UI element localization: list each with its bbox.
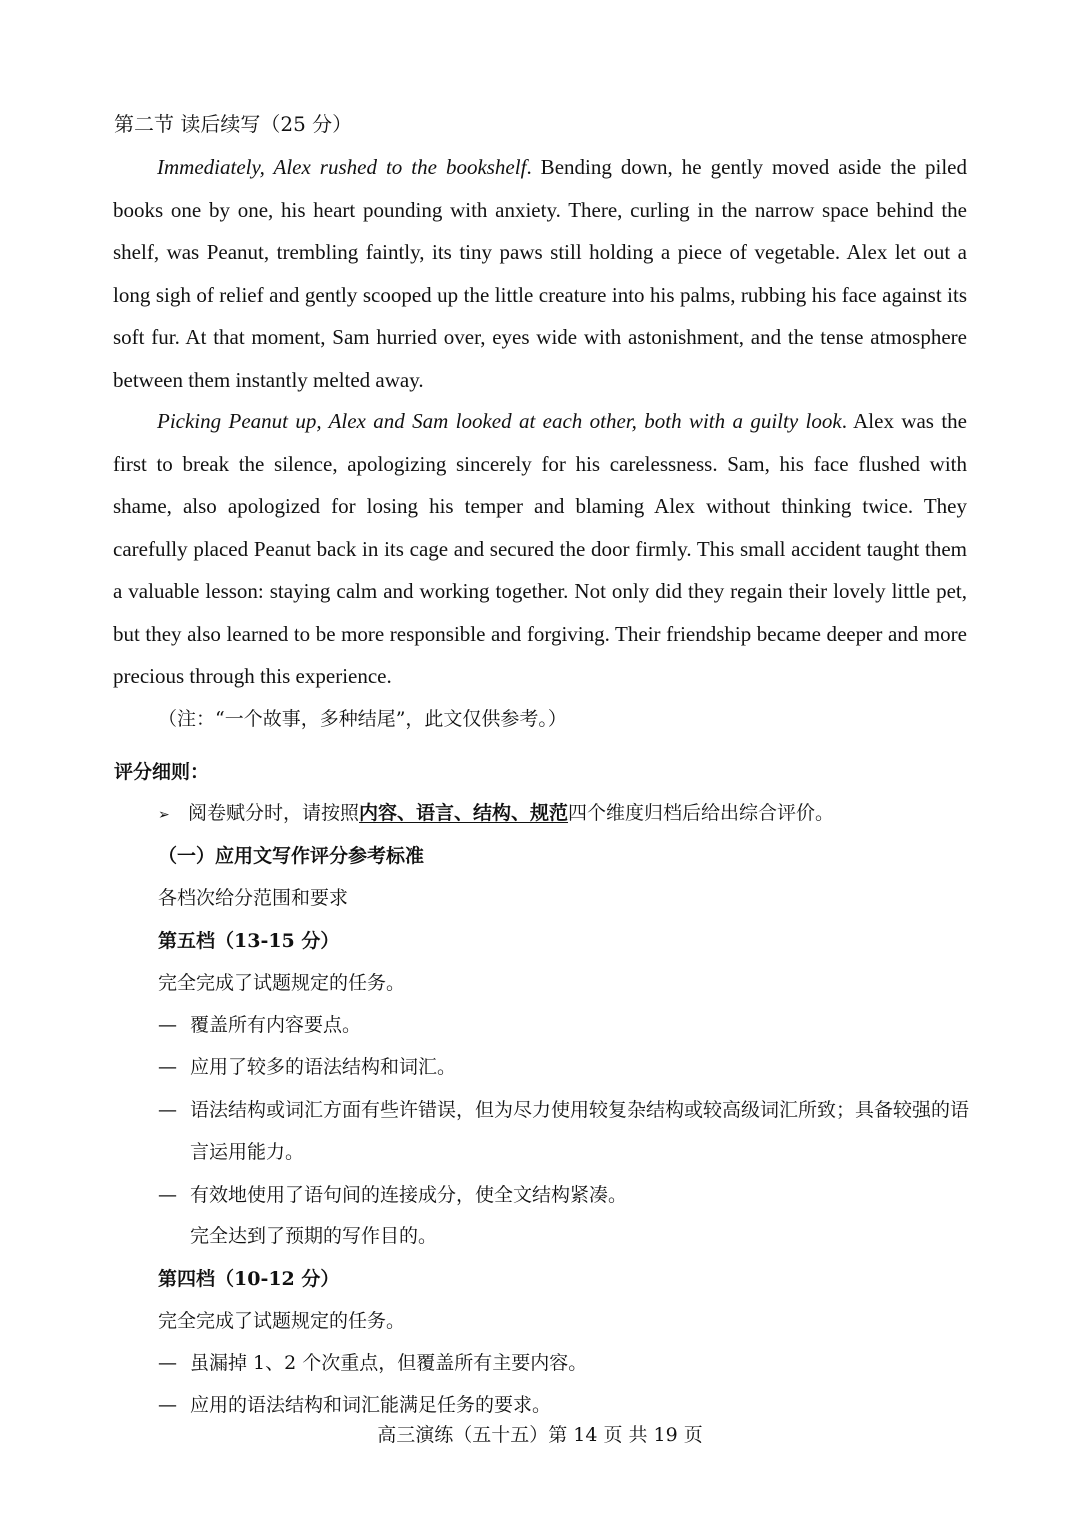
- level4-criterion: [158, 1342, 970, 1384]
- criterion-text: 虽漏掉 1、2 个次重点，但覆盖所有主要内容。: [190, 1352, 588, 1374]
- essay-paragraph-2: [113, 400, 967, 698]
- criterion-text: 覆盖所有内容要点。: [190, 1014, 362, 1036]
- instruction-text-before: 阅卷赋分时，请按照: [188, 802, 360, 824]
- level5-title: 第五档（13-15 分）: [158, 930, 340, 952]
- level5-criterion: [158, 1046, 970, 1088]
- criterion-text: 应用的语法结构和词汇能满足任务的要求。: [190, 1394, 552, 1416]
- arrow-bullet-icon: ➢: [158, 807, 170, 823]
- range-intro: 各档次给分范围和要求: [158, 887, 349, 909]
- criterion-text: 应用了较多的语法结构和词汇。: [190, 1056, 457, 1078]
- level4-summary: 完全完成了试题规定的任务。: [158, 1310, 406, 1332]
- level5-criterion: [158, 1004, 970, 1046]
- level5-summary: 完全完成了试题规定的任务。: [158, 972, 406, 994]
- paragraph-lead-sentence: Picking Peanut up, Alex and Sam looked at each other, both with a guilty look: [157, 409, 842, 433]
- dash-bullet: —: [158, 1184, 177, 1206]
- essay-paragraph-1: [113, 146, 967, 401]
- dash-bullet: —: [158, 1099, 177, 1121]
- reference-note: （注：“一个故事，多种结尾”，此文仅供参考。）: [158, 708, 567, 730]
- criterion-text: 语法结构或词汇方面有些许错误，但为尽力使用较复杂结构或较高级词汇所致；具备较强的语言运用能力。: [190, 1099, 970, 1163]
- dash-bullet: —: [158, 1352, 177, 1374]
- dash-bullet: —: [158, 1394, 177, 1416]
- level5-criterion: [158, 1174, 970, 1216]
- paragraph-lead-sentence: Immediately, Alex rushed to the bookshelf: [157, 155, 527, 179]
- level4-title: 第四档（10-12 分）: [158, 1268, 340, 1290]
- page-footer: 高三演练（五十五）第 14 页 共 19 页: [377, 1424, 703, 1446]
- criterion-text: 有效地使用了语句间的连接成分，使全文结构紧凑。: [190, 1184, 628, 1206]
- section-title: 第二节 读后续写（25 分）: [114, 112, 353, 136]
- level5-criterion: [158, 1089, 970, 1173]
- paragraph-body: . Alex was the first to break the silence, apologizing sincerely for his carelessness. Sam, his face flushed with shame, also apologized for losing his temper and blaming Alex without thinking twice. They carefully placed Peanut back in its cage and secured the door firmly. This small accident taught them a valuable lesson: staying calm and working together. Not only did they regain their lovely little pet, but they also learned to be more responsible and forgiving. Their friendship became deeper and more precious through this experience.: [113, 409, 967, 688]
- grading-instruction: [158, 797, 834, 831]
- instruction-dimensions: 内容、语言、结构、规范: [359, 802, 569, 824]
- grading-rules-title: 评分细则：: [114, 761, 210, 783]
- dash-bullet: —: [158, 1014, 177, 1036]
- paragraph-body: . Bending down, he gently moved aside the piled books one by one, his heart pounding with anxiety. There, curling in the narrow space behind the shelf, was Peanut, trembling faintly, its tiny paws still holding a piece of vegetable. Alex let out a long sigh of relief and gently scooped up the little creature into his palms, rubbing his face against its soft fur. At that moment, Sam hurried over, eyes wide with astonishment, and the tense atmosphere between them instantly melted away.: [113, 155, 967, 392]
- instruction-text-after: 四个维度归档后给出综合评价。: [568, 802, 835, 824]
- level5-closing: 完全达到了预期的写作目的。: [190, 1225, 438, 1247]
- dash-bullet: —: [158, 1056, 177, 1078]
- standard-title: （一）应用文写作评分参考标准: [158, 845, 425, 867]
